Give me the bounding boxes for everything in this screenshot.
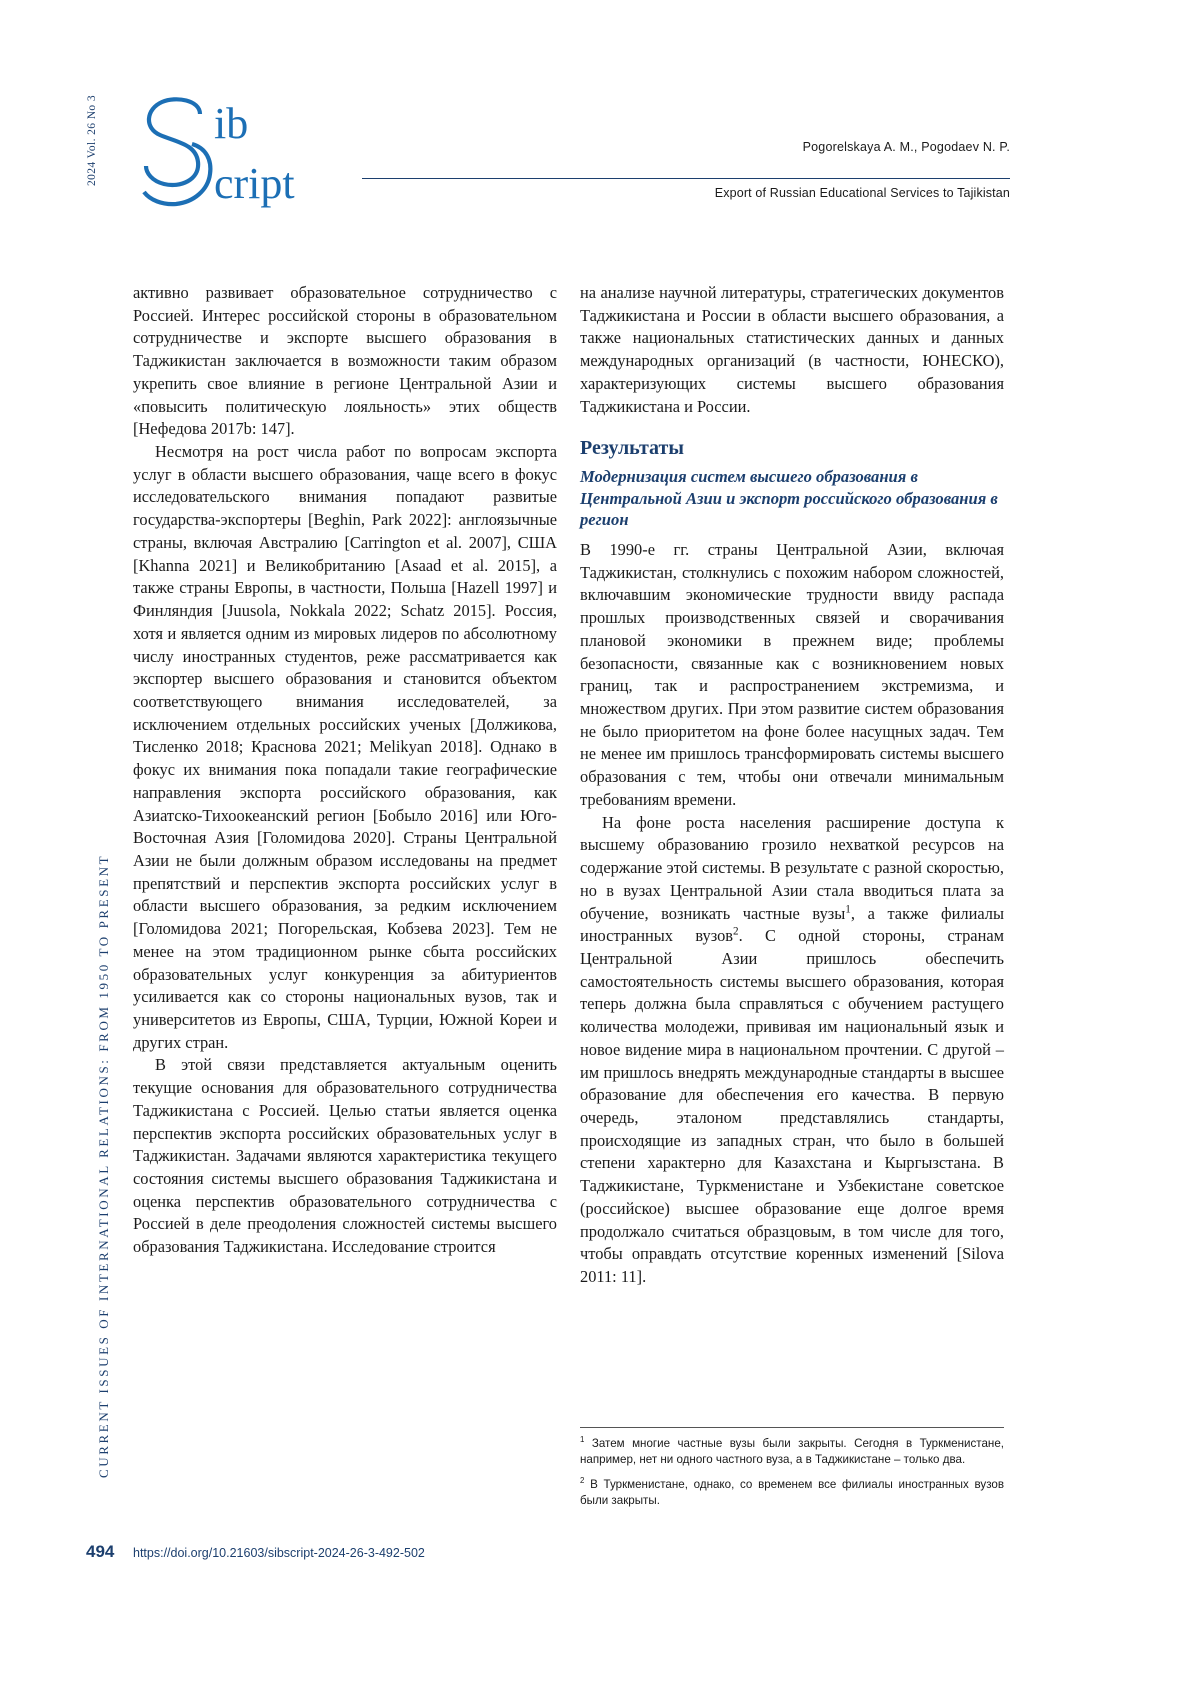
paragraph: В этой связи представляется актуальным оценить текущие основания для образовательного сотрудничества Таджикистана с Россией. Целью статьи является оценка перспектив экспорта российских образовательных услуг в Таджикистан. Задачами являются характеристика текущего состояния системы высшего образования Таджикистана и оценка перспектив образовательного сотрудничества с Россией в деле преодоления сложностей системы высшего образования Таджикистана. Исследование строится [133, 1055, 557, 1257]
column-right [580, 282, 1004, 1289]
footnote-item [580, 1477, 1004, 1510]
paragraph-part: . С одной стороны, странам Центральной Азии пришлось обеспечить самостоятельность системы высшего образования, которая теперь должна была справляться с обучением растущего количества молодежи, прививая им национальный язык и новое видение мира в национальном прочтении. С другой – им пришлось внедрять международные стандарты в высшее образование для обеспечения его качества. В первую очередь, эталоном представлялись стандарты, происходящие из западных стран, что было в большей степени характерно для Казахстана и Кыргызстана. В Таджикистане, Туркменистане и Узбекистане советское (российское) высшее образование еще долгое время продолжало считаться образцовым, в том числе для того, чтобы оправдать отсутствие коренных изменений [Silova 2011: 11]. [580, 926, 1004, 1286]
issue-rail: 2024 Vol. 26 No 3 [86, 95, 98, 187]
section-title: Результаты [580, 437, 684, 460]
paragraph-with-footnotes [580, 812, 1004, 1289]
footnote-mark: 1 [580, 1435, 585, 1445]
paragraph-part: На фоне роста населения расширение доступа к высшему образованию грозило нехваткой ресурсов на содержание этой системы. В результате с разной скоростью, но в вузах Центральной Азии стала вводиться плата за обучение, возникать частные вузы [580, 812, 1004, 923]
footnote-text: В Туркменистане, однако, со временем все филиалы иностранных вузов были закрыты. [580, 1477, 1004, 1508]
paragraph: В 1990-е гг. страны Центральной Азии, включая Таджикистан, столкнулись с похожим набором сложностей, включавшим экономические трудности ввиду распада прошлых производственных связей и сворачивания плановой экономики в прежнем виде; проблемы безопасности, связанные как с возникновением новых границ, так и распространением экстремизма, и множеством других. При этом развитие систем образования не было приоритетом на фоне более насущных задач. Тем не менее им пришлось трансформировать системы высшего образования с тем, чтобы они отвечали минимальным требованиям времени. [580, 540, 1004, 809]
journal-logo [122, 88, 352, 218]
header-authors-wrap [610, 140, 1010, 154]
footnote-mark: 2 [580, 1476, 585, 1486]
footnote-item [580, 1436, 1004, 1469]
footnote-divider [580, 1427, 1004, 1428]
header-divider [362, 178, 1010, 179]
paragraph: активно развивает образовательное сотрудничество с Россией. Интерес российской стороны в образовательном сотрудничестве и экспорте высшего образования в Таджикистан заключается в возможности таким образом укрепить свое влияние в регионе Центральной Азии и «повысить политическую лояльность» этих обществ [Нефедова 2017b: 147]. [133, 283, 557, 439]
footnote-ref-1[interactable]: 1 [845, 903, 851, 916]
footnotes [580, 1436, 1004, 1518]
subsection-title: Модернизация систем высшего образования в Центральной Азии и экспорт российского образования в регион [580, 467, 998, 530]
header-authors: Pogorelskaya A. M., Pogodaev N. P. [802, 140, 1010, 154]
paragraph-part: , а также филиалы иностранных вузов [580, 903, 1004, 946]
doi-link[interactable]: https://doi.org/10.21603/sibscript-2024-26-3-492-502 [133, 1546, 425, 1560]
series-rail: CURRENT ISSUES OF INTERNATIONAL RELATIONS: FROM 1950 TO PRESENT [96, 853, 111, 1478]
footnote-ref-2[interactable]: 2 [733, 925, 739, 938]
page-number: 494 [86, 1542, 115, 1561]
svg-text:cript: cript [214, 159, 295, 208]
svg-text:ib: ib [214, 99, 249, 148]
running-title: Export of Russian Educational Services to Tajikistan [714, 186, 1010, 200]
paragraph: на анализе научной литературы, стратегических документов Таджикистана и России в области высшего образования, а также национальных статистических данных и данных международных организаций (в частности, ЮНЕСКО), характеризующих системы высшего образования Таджикистана и России. [580, 283, 1004, 416]
footnote-text: Затем многие частные вузы были закрыты. Сегодня в Туркменистане, например, нет ни одного частного вуза, а в Таджикистане – только два. [580, 1437, 1004, 1467]
paragraph: Несмотря на рост числа работ по вопросам экспорта услуг в области высшего образования, чаще всего в фокус исследовательского внимания попадают развитые государства-экспортеры [Beghin, Park 2022]: англоязычные страны, включая Австралию [Carrington et al. 2007], США [Khanna 2021] и Великобританию [Asaad et al. 2015], а также страны Европы, в частности, Польша [Hazell 1997] и Финляндия [Juusola, Nokkala 2022; Schatz 2015]. Россия, хотя и является одним из мировых лидеров по абсолютному числу иностранных студентов, реже рассматривается как экспортер высшего образования и становится объектом соответствующего внимания исследователей, за исключением отдельных российских ученых [Должикова, Тисленко 2018; Краснова 2021; Melikyan 2018]. Однако в фокус их внимания пока попадали такие географические направления экспорта российского образования, как Азиатско-Тихоокеанский регион [Бобыло 2016] или Юго-Восточная Азия [Голомидова 2020]. Страны Центральной Азии не были должным образом исследованы на предмет препятствий и перспектив экспорта российских услуг в области высшего образования, за редким исключением [Голомидова 2021; Погорельская, Кобзева 2023]. Тем не менее на этом традиционном рынке сбыта российских образовательных услуг конкуренция за абитуриентов усиливается как со стороны национальных вузов, так и университетов из Европы, США, Турции, Южной Кореи и других стран. [133, 442, 557, 1052]
column-left [133, 282, 557, 1259]
